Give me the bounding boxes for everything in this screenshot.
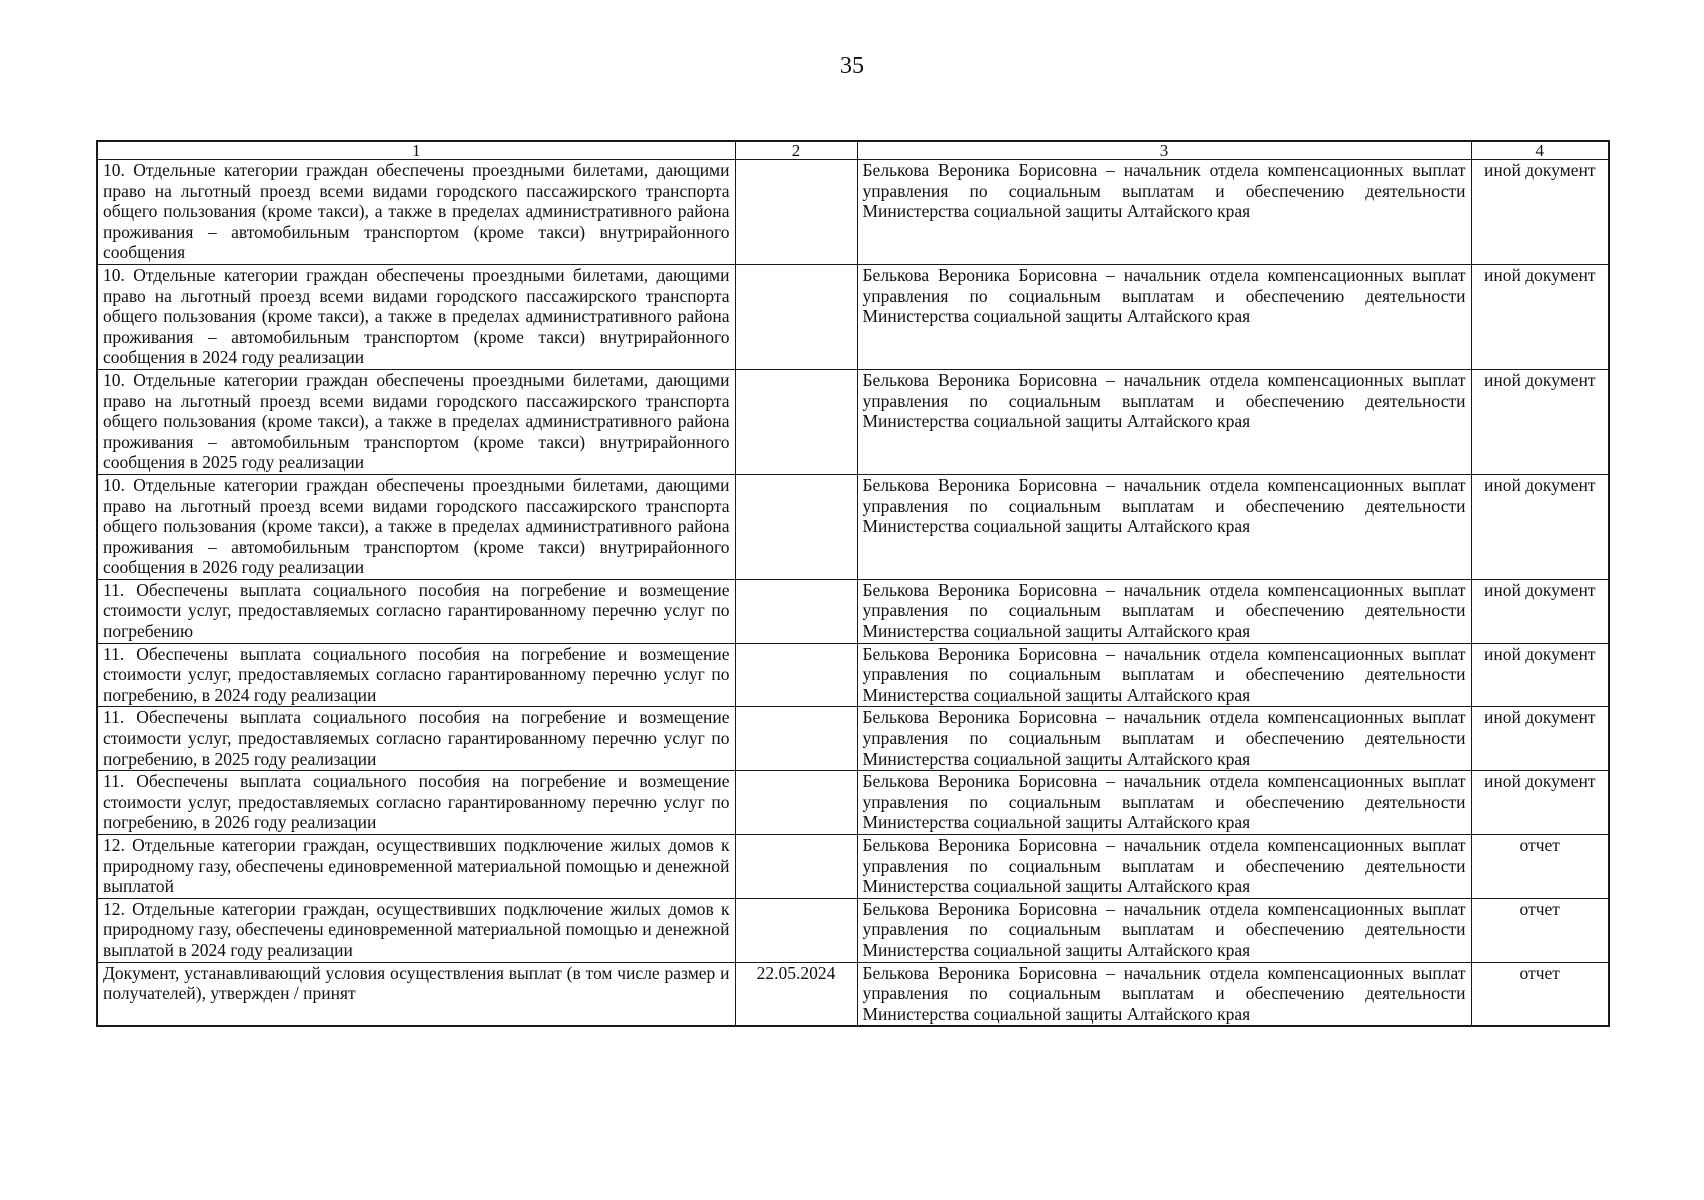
responsible-person-cell: Белькова Вероника Борисовна – начальник отдела компенсационных выплат управления по социальным выплатам и обеспечению деятельности Министерства социальной защиты Алтайского края xyxy=(857,962,1471,1026)
date-cell xyxy=(735,369,857,474)
date-cell xyxy=(735,474,857,579)
event-description-cell: 11. Обеспечены выплата социального пособия на погребение и возмещение стоимости услуг, предоставляемых согласно гарантированному перечню услуг по погребению, в 2026 году реализации xyxy=(97,771,735,835)
responsible-person-cell: Белькова Вероника Борисовна – начальник отдела компенсационных выплат управления по социальным выплатам и обеспечению деятельности Министерства социальной защиты Алтайского края xyxy=(857,160,1471,265)
table-row xyxy=(97,643,1609,707)
event-description-cell: 10. Отдельные категории граждан обеспечены проездными билетами, дающими право на льготный проезд всеми видами городского пассажирского транспорта общего пользования (кроме такси), а также в пределах административного района проживания – автомобильным транспортом (кроме такси) внутрирайонного сообщения в 2025 году реализации xyxy=(97,369,735,474)
date-cell xyxy=(735,707,857,771)
responsible-person-cell: Белькова Вероника Борисовна – начальник отдела компенсационных выплат управления по социальным выплатам и обеспечению деятельности Министерства социальной защиты Алтайского края xyxy=(857,898,1471,962)
event-description-cell: 11. Обеспечены выплата социального пособия на погребение и возмещение стоимости услуг, предоставляемых согласно гарантированному перечню услуг по погребению, в 2024 году реализации xyxy=(97,643,735,707)
date-cell xyxy=(735,643,857,707)
table-row xyxy=(97,474,1609,579)
responsible-person-cell: Белькова Вероника Борисовна – начальник отдела компенсационных выплат управления по социальным выплатам и обеспечению деятельности Министерства социальной защиты Алтайского края xyxy=(857,579,1471,643)
event-description-cell: 11. Обеспечены выплата социального пособия на погребение и возмещение стоимости услуг, предоставляемых согласно гарантированному перечню услуг по погребению, в 2025 году реализации xyxy=(97,707,735,771)
event-description-cell: 12. Отдельные категории граждан, осуществивших подключение жилых домов к природному газу, обеспечены единовременной материальной помощью и денежной выплатой xyxy=(97,835,735,899)
document-type-cell: иной документ xyxy=(1471,369,1609,474)
event-description-cell: 10. Отдельные категории граждан обеспечены проездными билетами, дающими право на льготный проезд всеми видами городского пассажирского транспорта общего пользования (кроме такси), а также в пределах административного района проживания – автомобильным транспортом (кроме такси) внутрирайонного сообщения в 2024 году реализации xyxy=(97,264,735,369)
responsible-person-cell: Белькова Вероника Борисовна – начальник отдела компенсационных выплат управления по социальным выплатам и обеспечению деятельности Министерства социальной защиты Алтайского края xyxy=(857,264,1471,369)
responsible-person-cell: Белькова Вероника Борисовна – начальник отдела компенсационных выплат управления по социальным выплатам и обеспечению деятельности Министерства социальной защиты Алтайского края xyxy=(857,369,1471,474)
page-number: 35 xyxy=(840,53,864,79)
column-header-3: 3 xyxy=(857,141,1471,160)
document-type-cell: отчет xyxy=(1471,835,1609,899)
date-cell xyxy=(735,898,857,962)
table-row xyxy=(97,160,1609,265)
date-cell xyxy=(735,579,857,643)
document-type-cell: иной документ xyxy=(1471,160,1609,265)
event-description-cell: Документ, устанавливающий условия осуществления выплат (в том числе размер и получателей), утвержден / принят xyxy=(97,962,735,1026)
date-cell xyxy=(735,835,857,899)
column-header-1: 1 xyxy=(97,141,735,160)
document-type-cell: отчет xyxy=(1471,962,1609,1026)
event-description-cell: 11. Обеспечены выплата социального пособия на погребение и возмещение стоимости услуг, предоставляемых согласно гарантированному перечню услуг по погребению xyxy=(97,579,735,643)
table-row xyxy=(97,369,1609,474)
table-row xyxy=(97,707,1609,771)
responsible-person-cell: Белькова Вероника Борисовна – начальник отдела компенсационных выплат управления по социальным выплатам и обеспечению деятельности Министерства социальной защиты Алтайского края xyxy=(857,835,1471,899)
table-row xyxy=(97,579,1609,643)
table-row xyxy=(97,264,1609,369)
table-header-row xyxy=(97,141,1609,160)
document-type-cell: иной документ xyxy=(1471,643,1609,707)
document-type-cell: иной документ xyxy=(1471,707,1609,771)
table-row xyxy=(97,835,1609,899)
control-points-table xyxy=(96,140,1610,1027)
responsible-person-cell: Белькова Вероника Борисовна – начальник отдела компенсационных выплат управления по социальным выплатам и обеспечению деятельности Министерства социальной защиты Алтайского края xyxy=(857,771,1471,835)
event-description-cell: 12. Отдельные категории граждан, осуществивших подключение жилых домов к природному газу, обеспечены единовременной материальной помощью и денежной выплатой в 2024 году реализации xyxy=(97,898,735,962)
date-cell xyxy=(735,264,857,369)
document-type-cell: иной документ xyxy=(1471,264,1609,369)
column-header-2: 2 xyxy=(735,141,857,160)
table-row xyxy=(97,771,1609,835)
document-type-cell: отчет xyxy=(1471,898,1609,962)
document-type-cell: иной документ xyxy=(1471,579,1609,643)
table-row xyxy=(97,962,1609,1026)
event-description-cell: 10. Отдельные категории граждан обеспечены проездными билетами, дающими право на льготный проезд всеми видами городского пассажирского транспорта общего пользования (кроме такси), а также в пределах административного района проживания – автомобильным транспортом (кроме такси) внутрирайонного сообщения в 2026 году реализации xyxy=(97,474,735,579)
event-description-cell: 10. Отдельные категории граждан обеспечены проездными билетами, дающими право на льготный проезд всеми видами городского пассажирского транспорта общего пользования (кроме такси), а также в пределах административного района проживания – автомобильным транспортом (кроме такси) внутрирайонного сообщения xyxy=(97,160,735,265)
date-cell: 22.05.2024 xyxy=(735,962,857,1026)
date-cell xyxy=(735,160,857,265)
responsible-person-cell: Белькова Вероника Борисовна – начальник отдела компенсационных выплат управления по социальным выплатам и обеспечению деятельности Министерства социальной защиты Алтайского края xyxy=(857,707,1471,771)
responsible-person-cell: Белькова Вероника Борисовна – начальник отдела компенсационных выплат управления по социальным выплатам и обеспечению деятельности Министерства социальной защиты Алтайского края xyxy=(857,643,1471,707)
responsible-person-cell: Белькова Вероника Борисовна – начальник отдела компенсационных выплат управления по социальным выплатам и обеспечению деятельности Министерства социальной защиты Алтайского края xyxy=(857,474,1471,579)
date-cell xyxy=(735,771,857,835)
column-header-4: 4 xyxy=(1471,141,1609,160)
document-type-cell: иной документ xyxy=(1471,474,1609,579)
document-type-cell: иной документ xyxy=(1471,771,1609,835)
table-row xyxy=(97,898,1609,962)
